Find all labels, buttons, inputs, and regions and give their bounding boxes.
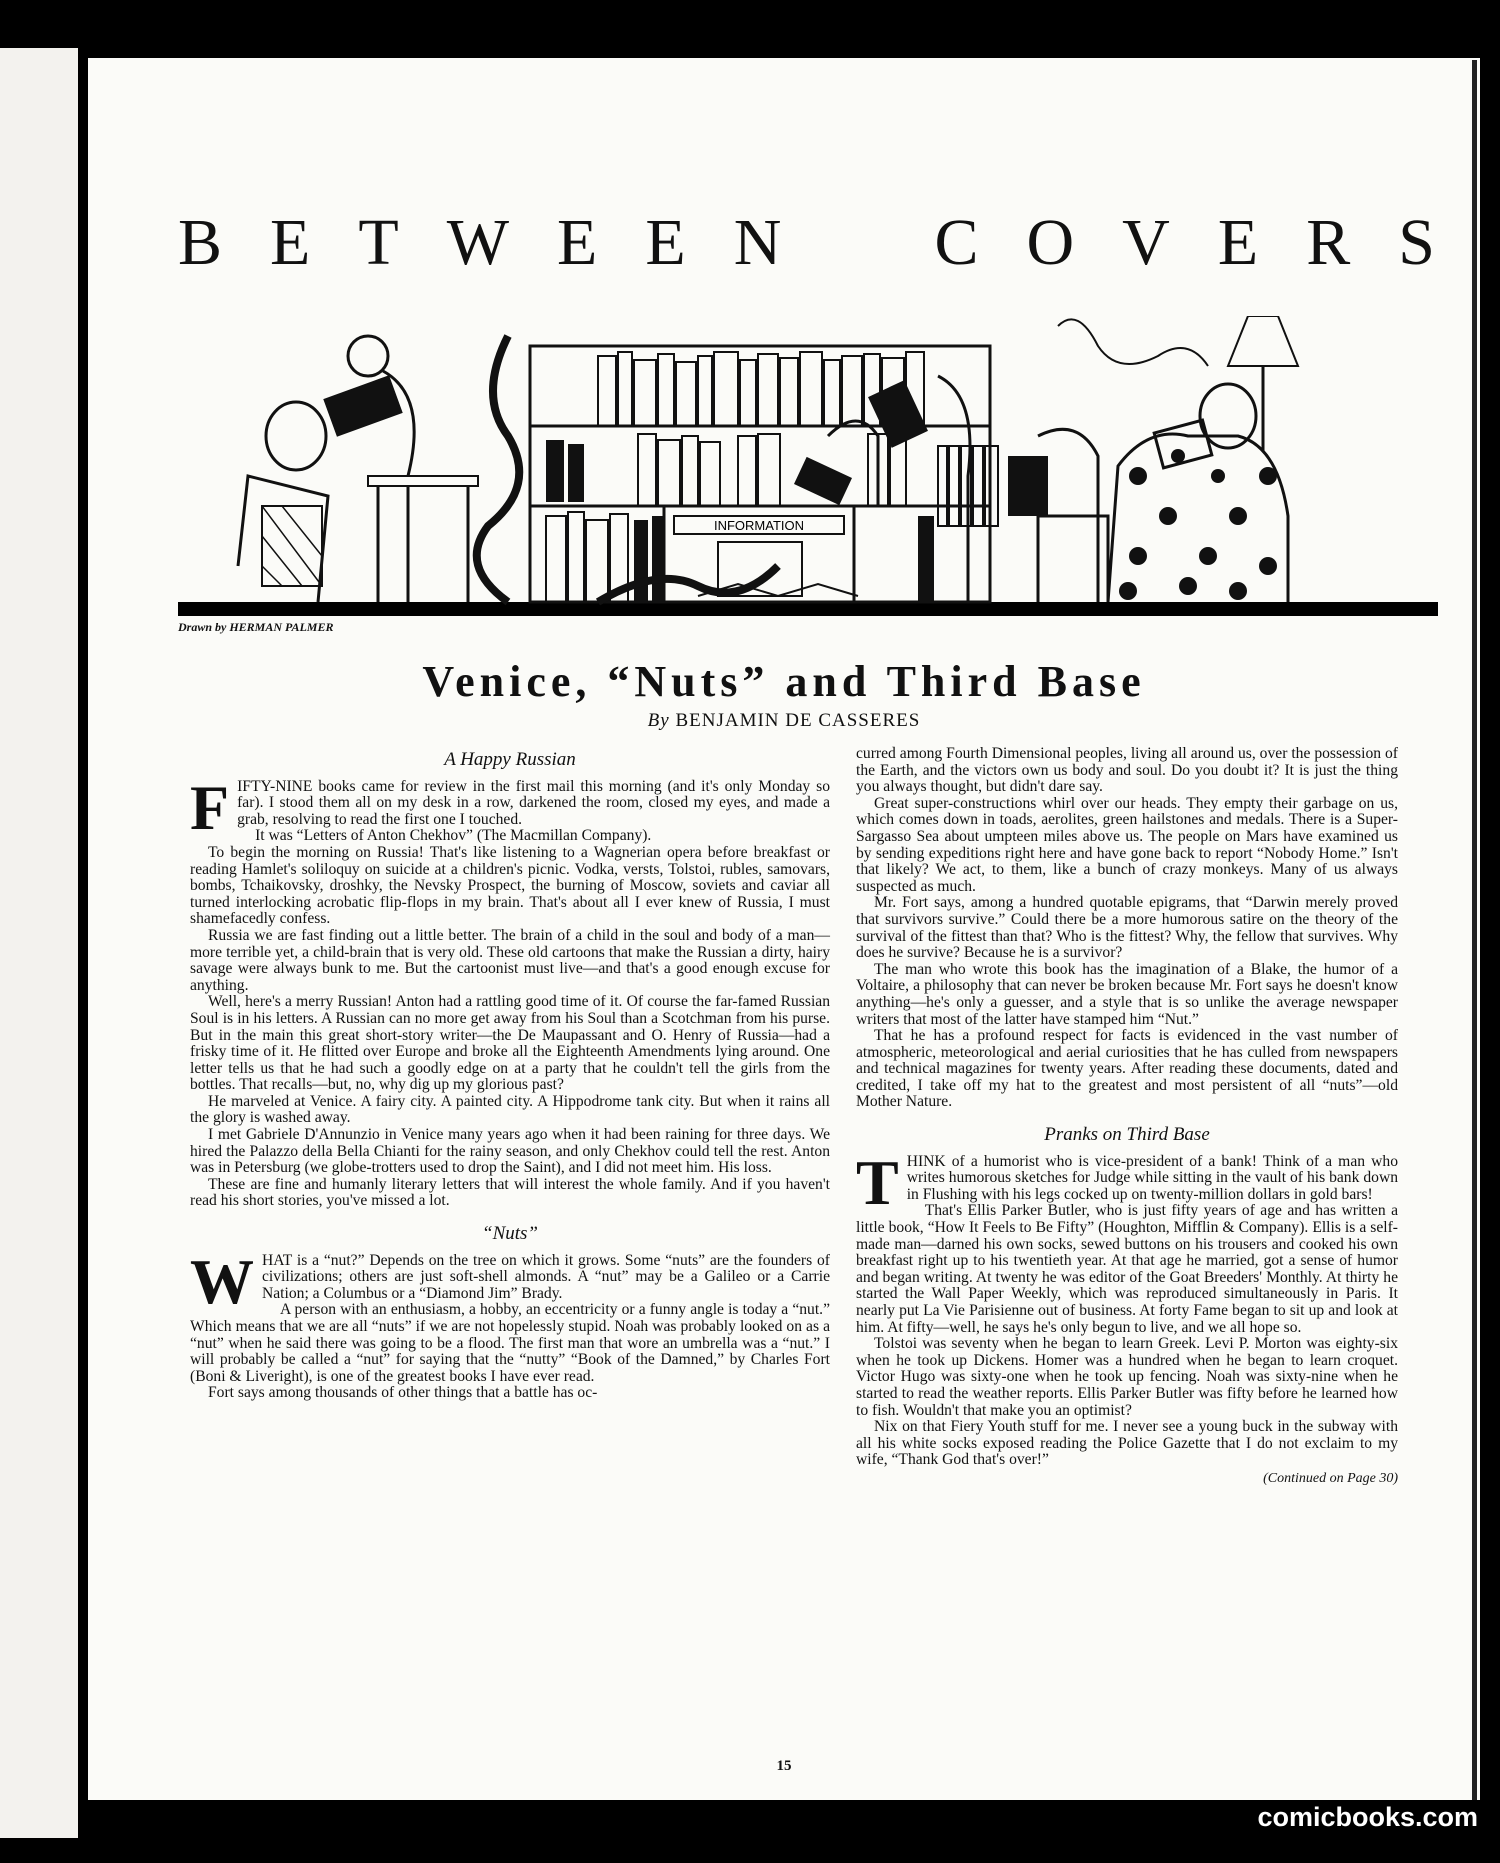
- continued-note: (Continued on Page 30): [1263, 1470, 1398, 1486]
- paragraph: [856, 1146, 1398, 1218]
- paragraph: Fort says among thousands of other things that a battle has oc-: [208, 1384, 598, 1402]
- left-column: [190, 746, 830, 1402]
- magazine-page: [88, 58, 1480, 1800]
- paragraph: He marveled at Venice. A fairy city. A painted city. A Hippodrome tank city. But when it rains all the glory is washed away.: [190, 1092, 830, 1127]
- drop-cap: F: [190, 771, 230, 843]
- masthead-letter: T: [358, 206, 402, 279]
- masthead-letter: C: [934, 206, 982, 279]
- watermark[interactable]: comicbooks.com: [1257, 1802, 1478, 1832]
- section-heading: “Nuts”: [482, 1223, 538, 1245]
- reading-room-illustration: [178, 316, 1438, 616]
- paragraph: I met Gabriele D'Annunzio in Venice many years ago when it had been raining for three days. We hired the Palazzo della Bella Chianti for the rainy season, and only Chekhov could tell the rest. Anton was in Petersburg (we globe-trotters used to drop the Saint), and I did not meet him. His loss.: [190, 1126, 830, 1177]
- masthead-letter: E: [645, 206, 689, 279]
- masthead-letter: E: [270, 206, 314, 279]
- paragraph: Mr. Fort says, among a hundred quotable epigrams, that “Darwin merely proved that survivors survive.” Could there be a more humorous satire on the theory of the survival of the fittest than that? Who is the fittest? Why, the fellow that survives. Why does he survive? Because he is a survivor?: [856, 894, 1398, 962]
- paragraph: That's Ellis Parker Butler, who is just fifty years of age and has written a little book, “How It Feels to Be Fifty” (Houghton, Mifflin & Company). Ellis is a self-made man—darned his own socks, sewed buttons on his trousers and cooked his own breakfast right up to his twentieth year. At that age he married, got a sense of humor and began writing. At twenty he was editor of the Goat Breeders' Monthly. At thirty he started the Wall Paper Weekly, which was reproduced simultaneously in Paris. It nearly put La Vie Parisienne out of business. At forty Fame began to sit up and look at him. At fifty—well, he says he's only begun to live, and we all hope so.: [856, 1202, 1398, 1336]
- paragraph: curred among Fourth Dimensional peoples, living all around us, over the possession of the Earth, and the victors own us body and soul. Do you doubt it? It is just the thing you always thought, but didn't dare say.: [856, 745, 1398, 796]
- byline-by: By: [647, 710, 670, 731]
- page-border-right: [1472, 60, 1477, 1800]
- byline-author: BENJAMIN DE CASSERES: [675, 710, 921, 731]
- paragraph-text: HAT is a “nut?” Depends on the tree on which it grows. Some “nuts” are the founders of civilizations; others are just soft-shell almonds. A “nut” may be a Galileo or a Carrie Nation; a Columbus or a “Diamond Jim” Brady.: [262, 1251, 830, 1302]
- page-number: 15: [776, 1758, 792, 1774]
- masthead-letter: E: [1217, 206, 1262, 279]
- left-page-edge: [0, 48, 78, 1838]
- paragraph: A person with an enthusiasm, a hobby, an eccentricity or a funny angle is today a “nut.” Which means that we are all “nuts” if we are not hopelessly stupid. Noah was probably looked on as a “nut” when he said there was going to be a flood. The first man that wore an umbrella was a “nut.” I will probably be called a “nut” for saying that the “nutty” “Book of the Damned,” by Charles Fort (Boni & Liveright), is one of the greatest books I have ever read.: [190, 1301, 830, 1385]
- paragraph-text: IFTY-NINE books came for review in the first mail this morning (and it's only Monday so far). I stood them all on my desk in a row, darkened the room, closed my eyes, and made a grab, resolving to read the first one I touched.: [237, 777, 830, 828]
- byline: [88, 710, 1480, 732]
- drop-cap: T: [856, 1146, 899, 1218]
- masthead-letter: W: [446, 206, 513, 279]
- paragraph: Nix on that Fiery Youth stuff for me. I never see a young buck in the subway with all his white socks exposed reading the Police Gazette that I do not exclaim to my wife, “Thank God that's over!”: [856, 1418, 1398, 1469]
- masthead-letter: O: [1026, 206, 1078, 279]
- paragraph-text: HINK of a humorist who is vice-president of a bank! Think of a man who writes humorous sketches for Judge while sitting in the vault of his bank down in Flushing with his legs cocked up on twenty-million dollars in gold bars!: [906, 1152, 1398, 1203]
- masthead-letter: S: [1398, 206, 1438, 279]
- paragraph: Great super-constructions whirl over our heads. They empty their garbage on us, which comes down in toads, aerolites, green hailstones and medals. There is a Super-Sargasso Sea about umpteen miles above us. The people on Mars have examined us by sending expeditions right here and have gone back to report “Nobody Home.” Isn't that likely? We act, to them, like a bunch of crazy monkeys. Many of us always suspected as much.: [856, 794, 1398, 895]
- masthead-letter: B: [178, 206, 226, 279]
- paragraph: To begin the morning on Russia! That's like listening to a Wagnerian opera before breakfast or reading Hamlet's soliloquy on suicide at a children's picnic. Vodka, versts, Tolstoi, rubles, samovars, bombs, Tchaikovsky, droshky, the Nevsky Prospect, the burning of Moscow, soviets and caviar all turned interlocking acrobatic flip-flops in my brain. That's about all I ever knew of Russia, I must shamefacedly confess.: [190, 843, 830, 928]
- paragraph: That he has a profound respect for facts is evidenced in the vast number of atmospheric, meteorological and aerial curiosities that he has culled from newspapers and technical magazines for twenty years. After reading these documents, dated and credited, I take off my hat to the greatest and most persistent of all “nuts”—old Mother Nature.: [856, 1027, 1398, 1111]
- masthead-letter: R: [1306, 206, 1354, 279]
- section-heading: A Happy Russian: [444, 749, 576, 770]
- paragraph: These are fine and humanly literary letters that will interest the whole family. And if you haven't read his short stories, you've missed a lot.: [190, 1175, 830, 1210]
- article-title: Venice, “Nuts” and Third Base: [422, 657, 1146, 706]
- paragraph: It was “Letters of Anton Chekhov” (The Macmillan Company).: [255, 827, 652, 845]
- section-heading: Pranks on Third Base: [1044, 1124, 1210, 1146]
- paragraph: [190, 1245, 830, 1317]
- information-sign: INFORMATION: [713, 518, 805, 533]
- masthead: [178, 188, 1438, 298]
- right-column: [856, 746, 1398, 1488]
- paragraph: Well, here's a merry Russian! Anton had a rattling good time of it. Of course the far-famed Russian Soul is in his letters. A Russian can no more get away from his Soul than a Scotchman from his purse. But in the main this great short-story writer—the De Maupassant and O. Henry of Russia—had a frisky time of it. He flitted over Europe and broke all the Eighteenth Amendments lying around. One letter tells us that he had such a goodly edge on at a party that he couldn't tell the girls from the bottles. That recalls—but, no, why dig up my glorious past?: [190, 993, 830, 1094]
- paragraph: Tolstoi was seventy when he began to learn Greek. Levi P. Morton was eighty-six when he took up Dickens. Homer was a hundred when he began to learn croquet. Victor Hugo was sixty-one when he took up fencing. Noah was sixty-nine when he started to read the weather reports. Ellis Parker Butler was fifty before he learned how to fish. Wouldn't that make you an optimist?: [856, 1335, 1398, 1419]
- illustration-credit: Drawn by HERMAN PALMER: [178, 620, 334, 634]
- paragraph: The man who wrote this book has the imagination of a Blake, the humor of a Voltaire, a philosophy that can never be broken because Mr. Fort says he doesn't know anything—he's only a guesser, and a style that is so unlike the average newspaper writers that most of the latter have stamped him “Nut.”: [856, 960, 1398, 1028]
- paragraph: Russia we are fast finding out a little better. The brain of a child in the soul and body of a man—more terrible yet, a child-brain that is very old. These old cartoons that make the Russian a dirty, hairy savage were always bunk to me. But the cartoonist must live—and that's a good enough excuse for anything.: [190, 926, 830, 994]
- masthead-letter: V: [1122, 206, 1173, 279]
- masthead-letter: N: [733, 206, 785, 279]
- drop-cap: W: [190, 1245, 254, 1317]
- masthead-letter: E: [557, 206, 601, 279]
